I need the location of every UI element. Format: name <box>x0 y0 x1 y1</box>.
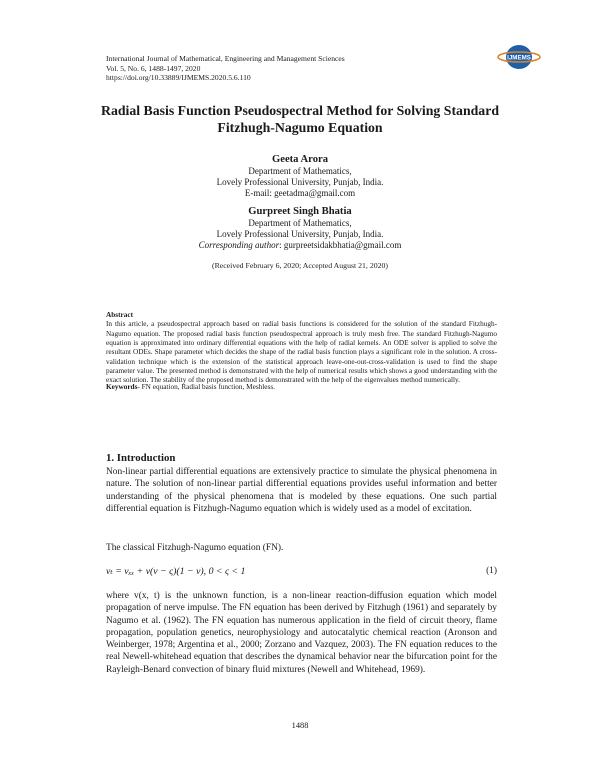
author-department: Department of Mathematics, <box>248 217 352 228</box>
journal-doi[interactable]: https://doi.org/10.33889/IJMEMS.2020.5.6.110 <box>106 73 251 83</box>
equation-1 <box>106 566 497 577</box>
title-line-2: Fitzhugh-Nagumo Equation <box>217 119 383 135</box>
equation-number: (1) <box>486 566 497 576</box>
author-university: Lovely Professional University, Punjab, India. <box>216 228 384 239</box>
section-heading: 1. Introduction <box>106 452 176 464</box>
keywords-label: Keywords <box>106 383 138 391</box>
author-name: Geeta Arora <box>272 154 328 165</box>
logo-text: IJMEMS <box>507 54 531 62</box>
equation-text: vₜ = vₓₓ + v(v − ς)(1 − v), 0 < ς < 1 <box>106 566 246 577</box>
abstract-heading: Abstract <box>106 311 133 319</box>
corresponding-label: Corresponding author <box>198 240 280 251</box>
journal-name: International Journal of Mathematical, Engineering and Management Sciences <box>106 54 345 63</box>
author-email[interactable]: E-mail: geetadma@gmail.com <box>244 188 356 199</box>
journal-logo <box>497 43 541 71</box>
intro-paragraph-3 <box>106 590 497 676</box>
paper-title <box>60 103 540 136</box>
author-block <box>60 153 540 271</box>
paragraph-text: where v(x, t) is the unknown function, is a non-linear reaction-diffusion equation which model propagation of nerve impulse. The FN equation has been derived by Fitzhugh (1961) and separately by Nagumo et al. (1962). The FN equation has numerous application in the field of circuit theory, flame propagation, population genetics, neurophysiology and autocatalytic chemical reaction (Aronson and Weinberger, 1978; Argentina et al., 2000; Zorzano and Vazquez, 2003). The FN equation reduces to the real Newell-whitehead equation that describes the dynamical behavior near the bifurcation point for the Rayleigh-Benard convection of binary fluid mixtures (Newell and Whitehead, 1969). <box>106 591 497 675</box>
author-university: Lovely Professional University, Punjab, India. <box>216 177 384 188</box>
intro-paragraph-1 <box>106 466 497 515</box>
corresponding-email[interactable]: : gurpreetsidakbhatia@gmail.com <box>279 240 402 251</box>
author-name: Gurpreet Singh Bhatia <box>248 205 352 217</box>
paragraph-text: The classical Fitzhugh-Nagumo equation (FN). <box>106 543 284 553</box>
author-department: Department of Mathematics, <box>248 166 352 176</box>
journal-volume: Vol. 5, No. 6, 1488-1497, 2020 <box>106 63 201 73</box>
journal-header <box>106 54 486 83</box>
corresponding-author-line <box>60 240 540 251</box>
abstract-text: In this article, a pseudospectral approach based on radial basis functions is considered for the solution of the standard Fitzhugh-Nagumo equation. The proposed radial basis function pseudospectral approach is truly mesh free. The standard Fitzhugh-Nagumo equation is approximated into ordinary differential equations with the help of radial kernels. An ODE solver is applied to solve the resultant ODEs. Shape parameter which decides the shape of the radial basis function plays a significant role in the solution. A cross-validation technique which is the extension of the statistical approach leave-one-out-cross-validation is used to find the shape parameter value. The presented method is demonstrated with the help of numerical results which shows a good understanding with the exact solution. The stability of the proposed method is demonstrated with the help of the eigenvalues method numerically. <box>106 320 497 385</box>
abstract-block <box>106 311 497 386</box>
intro-paragraph-2 <box>106 542 497 554</box>
received-dates: (Received February 6, 2020; Accepted August 21, 2020) <box>211 261 389 271</box>
title-line-1: Radial Basis Function Pseudospectral Method for Solving Standard <box>101 103 499 118</box>
keywords-text: - FN equation, Radial basis function, Meshless. <box>137 383 275 391</box>
page-number: 1488 <box>291 721 309 730</box>
keywords-line <box>106 383 497 391</box>
paragraph-text: Non-linear partial differential equations are extensively practice to simulate the physical phenomena in nature. The solution of non-linear partial differential equations provides useful information and better understanding of the physical phenomena that is modeled by these equations. One such partial differential equation is Fitzhugh-Nagumo equation which is widely used as a model of excitation. <box>106 467 497 514</box>
